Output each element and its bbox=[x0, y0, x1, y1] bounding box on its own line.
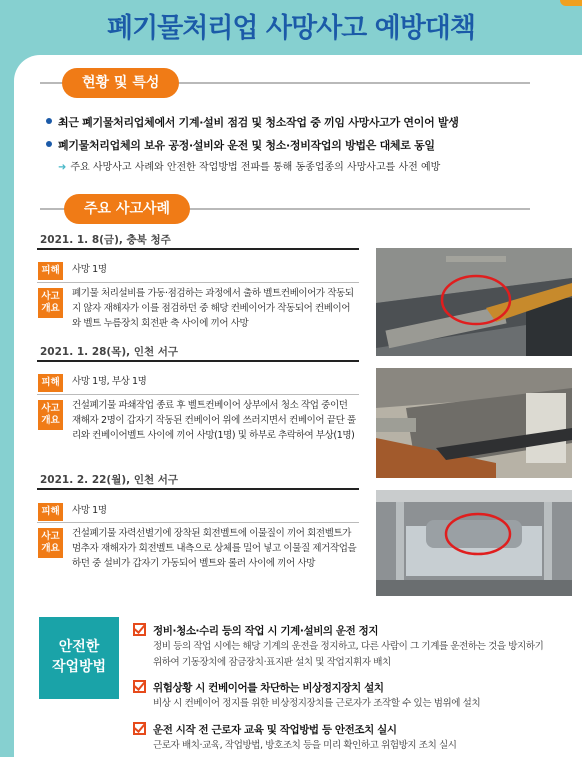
summary-tag-line1: 사고 bbox=[41, 291, 60, 302]
case-divider bbox=[37, 360, 359, 362]
summary-tag bbox=[38, 288, 63, 318]
summary-tag-line2: 개요 bbox=[41, 415, 60, 426]
case-date: 2021. 1. 28(목), 인천 서구 bbox=[40, 346, 179, 358]
safety-method-label bbox=[39, 617, 119, 699]
photo-illustration bbox=[376, 248, 572, 356]
case-date: 2021. 2. 22(월), 인천 서구 bbox=[40, 474, 179, 486]
case-summary: 건설폐기물 자력선별기에 장착된 회전벨트에 이물질이 끼어 회전벨트가 멈추자 재해자가 회전벨트 내측으로 상체를 밀어 넣고 이물질 제거작업을 하던 중 설비가 갑자기 가동되어 벨트와 롤러 사이에 끼어 사망 bbox=[72, 528, 357, 569]
cases-section-header bbox=[40, 194, 530, 224]
safety-rule-desc: 근로자 배치·교육, 작업방법, 방호조치 등을 미리 확인하고 위험방지 조치 실시 bbox=[153, 740, 457, 751]
summary-tag bbox=[38, 528, 63, 558]
summary-tag-line2: 개요 bbox=[41, 303, 60, 314]
case-damage: 사망 1명, 부상 1명 bbox=[72, 376, 147, 387]
case-damage: 사망 1명 bbox=[72, 505, 107, 516]
safety-label-line2: 작업방법 bbox=[51, 659, 107, 675]
case-summary: 폐기물 처리설비를 가동·점검하는 과정에서 출하 벨트컨베이어가 작동되지 않자 재해자가 이를 점검하던 중 해당 컨베이어가 작동되어 컨베이어와 벨트 누름장치 회전판 축 사이에 끼어 사망 bbox=[72, 288, 354, 329]
case-damage: 사망 1명 bbox=[72, 264, 107, 275]
photo-illustration bbox=[376, 368, 572, 478]
damage-tag: 피해 bbox=[38, 374, 63, 392]
bullet-dot-icon bbox=[46, 118, 52, 124]
safety-rule-title: 위험상황 시 컨베이어를 차단하는 비상정지장치 설치 bbox=[153, 682, 384, 694]
arrow-right-icon: ➜ bbox=[58, 162, 67, 173]
safety-rule-desc: 정비 등의 작업 시에는 해당 기계의 운전을 정지하고, 다른 사람이 그 기계를 운전하는 것을 방지하기 위하여 기동장치에 잠금장치·표지판 설치 및 작업지휘자 배치 bbox=[153, 641, 544, 668]
damage-tag: 피해 bbox=[38, 503, 63, 521]
safety-label-line1: 안전한 bbox=[58, 639, 100, 655]
case-divider bbox=[37, 282, 359, 283]
status-bullet-text: 최근 폐기물처리업체에서 기계·설비 점검 및 청소작업 중 끼임 사망사고가 연이어 발생 bbox=[58, 116, 459, 129]
checkbox-icon bbox=[133, 722, 146, 735]
summary-tag-line1: 사고 bbox=[41, 403, 60, 414]
case-photo-magnetic-separator bbox=[376, 490, 572, 596]
case-photo-conveyor-1 bbox=[376, 248, 572, 356]
safety-rule-title: 운전 시작 전 근로자 교육 및 작업방법 등 안전조치 실시 bbox=[153, 724, 397, 736]
damage-tag: 피해 bbox=[38, 262, 63, 280]
case-divider bbox=[37, 248, 359, 250]
safety-rule-title: 정비·청소·수리 등의 작업 시 기계·설비의 운전 정지 bbox=[153, 625, 379, 637]
summary-tag bbox=[38, 400, 63, 430]
photo-illustration bbox=[376, 490, 572, 596]
case-date: 2021. 1. 8(금), 충북 청주 bbox=[40, 234, 171, 246]
status-bullet bbox=[46, 114, 459, 130]
checkbox-icon bbox=[133, 680, 146, 693]
case-divider bbox=[37, 522, 359, 523]
page-title: 폐기물처리업 사망사고 예방대책 bbox=[107, 13, 475, 44]
status-bullet-text: 폐기물처리업체의 보유 공정·설비와 운전 및 청소·정비작업의 방법은 대체로 동일 bbox=[58, 139, 435, 152]
summary-tag-line1: 사고 bbox=[41, 531, 60, 542]
status-section-header bbox=[40, 68, 530, 98]
cases-section-heading: 주요 사고사례 bbox=[64, 194, 190, 224]
status-sub-note bbox=[58, 158, 440, 173]
case-divider bbox=[37, 394, 359, 395]
summary-tag-line2: 개요 bbox=[41, 543, 60, 554]
status-bullet bbox=[46, 137, 435, 153]
bullet-dot-icon bbox=[46, 141, 52, 147]
case-photo-conveyor-2 bbox=[376, 368, 572, 478]
status-sub-note-text: 주요 사망사고 사례와 안전한 작업방법 전파를 통해 동종업종의 사망사고를 사전 예방 bbox=[70, 162, 441, 173]
safety-rule-desc: 비상 시 컨베이어 정지를 위한 비상정지장치를 근로자가 조작할 수 있는 범위에 설치 bbox=[153, 698, 481, 709]
case-divider bbox=[37, 488, 359, 490]
checkbox-icon bbox=[133, 623, 146, 636]
case-summary: 건설폐기물 파쇄작업 종료 후 벨트컨베이어 상부에서 청소 작업 중이던 재해자 2명이 갑자기 작동된 컨베이어 위에 쓰러지면서 컨베이어 끝단 풀리와 컨베이어벨트 사이에 끼어 사망(1명) 및 하부로 추락하여 부상(1명) bbox=[72, 400, 356, 441]
status-section-heading: 현황 및 특성 bbox=[62, 68, 179, 98]
